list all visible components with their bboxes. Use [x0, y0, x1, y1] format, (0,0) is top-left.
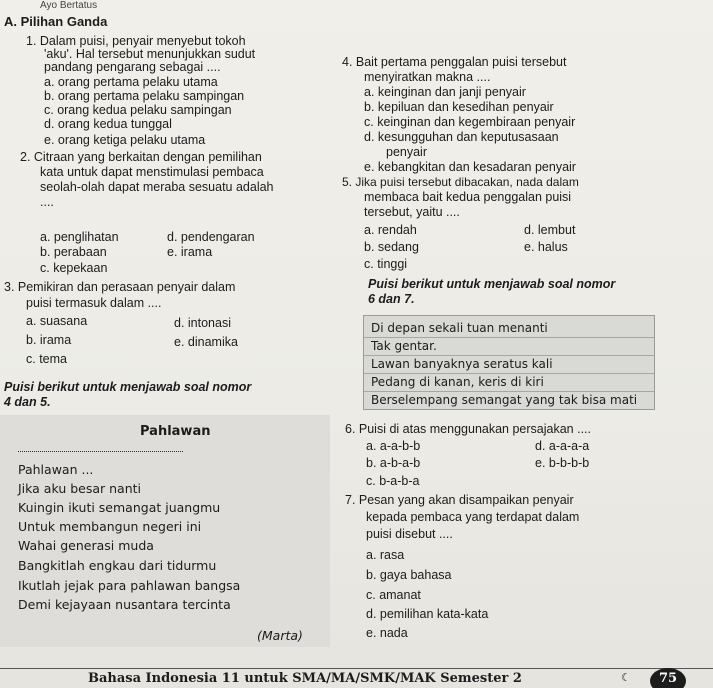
- q7-stem-line-3: puisi disebut ....: [366, 527, 453, 541]
- q4-option-b: b. kepiluan dan kesedihan penyair: [364, 100, 554, 114]
- q7-option-e: e. nada: [366, 626, 408, 640]
- poem-pahlawan-panel: [0, 415, 330, 647]
- q7-option-c: c. amanat: [366, 588, 421, 602]
- q5-stem-line-3: tersebut, yaitu ....: [364, 205, 460, 219]
- q2-option-b: b. perabaan: [40, 245, 107, 259]
- q5-option-c: c. tinggi: [364, 257, 408, 271]
- q7-option-a: a. rasa: [366, 548, 405, 562]
- q3-option-e: e. dinamika: [174, 335, 238, 349]
- q2-stem-line-1: 2. Citraan yang berkaitan dengan pemilihan: [20, 150, 262, 164]
- instruction-4-5-line-2: 4 dan 5.: [4, 395, 51, 409]
- q1-option-c: c. orang kedua pelaku sampingan: [44, 103, 232, 117]
- q5-option-d: d. lembut: [524, 223, 576, 237]
- box-poem-line-4: Pedang di kanan, keris di kiri: [371, 375, 544, 389]
- q6-option-d: d. a-a-a-a: [535, 439, 590, 453]
- q7-option-d: d. pemilihan kata-kata: [366, 607, 489, 621]
- q5-stem-line-2: membaca bait kedua penggalan puisi: [364, 190, 572, 204]
- box-poem-line-3: Lawan banyaknya seratus kali: [371, 357, 553, 371]
- q3-option-c: c. tema: [26, 352, 67, 366]
- q2-stem-line-3: seolah-olah dapat meraba sesuatu adalah: [40, 180, 274, 194]
- poem-line-5: Wahai generasi muda: [18, 538, 154, 553]
- q6-option-b: b. a-b-a-b: [366, 456, 421, 470]
- crescent-icon: ☾: [621, 672, 631, 684]
- poem-line-7: Ikutlah jejak para pahlawan bangsa: [18, 578, 241, 593]
- q3-stem-line-1: 3. Pemikiran dan perasaan penyair dalam: [4, 280, 236, 294]
- q5-stem-line-1: 5. Jika puisi tersebut dibacakan, nada dalam: [342, 175, 579, 189]
- q7-option-b: b. gaya bahasa: [366, 568, 452, 582]
- q1-option-a: a. orang pertama pelaku utama: [44, 75, 218, 89]
- boxed-poem: [363, 315, 655, 410]
- q6-option-c: c. b-a-b-a: [366, 474, 420, 488]
- q1-option-d: d. orang kedua tunggal: [44, 117, 172, 131]
- q5-option-e: e. halus: [524, 240, 568, 254]
- q2-option-a: a. penglihatan: [40, 230, 119, 244]
- header-fragment: Ayo Bertatus: [40, 0, 98, 11]
- poem-line-1: Pahlawan ...: [18, 462, 94, 477]
- q3-option-d: d. intonasi: [174, 316, 231, 330]
- box-poem-line-2: Tak gentar.: [371, 339, 437, 353]
- q1-stem-line-3: pandang pengarang sebagai ....: [44, 60, 221, 74]
- q1-option-b: b. orang pertama pelaku sampingan: [44, 89, 245, 103]
- box-poem-line-5: Berselempang semangat yang tak bisa mati: [371, 393, 638, 407]
- q2-option-c: c. kepekaan: [40, 261, 108, 275]
- q3-stem-line-2: puisi termasuk dalam ....: [26, 296, 162, 310]
- q2-option-d: d. pendengaran: [167, 230, 255, 244]
- q6-stem: 6. Puisi di atas menggunakan persajakan ....: [345, 422, 591, 436]
- poem-line-4: Untuk membangun negeri ini: [18, 519, 202, 534]
- q4-option-d: d. kesungguhan dan keputusasaan: [364, 130, 559, 144]
- q6-option-a: a. a-a-b-b: [366, 439, 421, 453]
- footer-text: Bahasa Indonesia 11 untuk SMA/MA/SMK/MAK Semester 2: [88, 671, 522, 686]
- q5-option-b: b. sedang: [364, 240, 419, 254]
- poem-line-6: Bangkitlah engkau dari tidurmu: [18, 558, 217, 573]
- poem-title: Pahlawan: [140, 424, 211, 439]
- q4-stem-line-2: menyiratkan makna ....: [364, 70, 491, 84]
- instruction-4-5-line-1: Puisi berikut untuk menjawab soal nomor: [4, 380, 252, 394]
- poem-author: (Marta): [257, 628, 303, 643]
- poem-line-3: Kuingin ikuti semangat juangmu: [18, 500, 221, 515]
- poem-title-divider: [18, 451, 183, 452]
- q4-option-d-cont: penyair: [386, 145, 427, 159]
- q4-stem-line-1: 4. Bait pertama penggalan puisi tersebut: [342, 55, 567, 69]
- q2-stem-line-2: kata untuk dapat menstimulasi pembaca: [40, 165, 264, 179]
- section-title: A. Pilihan Ganda: [4, 14, 108, 29]
- instruction-6-7-line-1: Puisi berikut untuk menjawab soal nomor: [368, 277, 616, 291]
- q3-option-a: a. suasana: [26, 314, 88, 328]
- q1-stem-line-1: 1. Dalam puisi, penyair menyebut tokoh: [26, 34, 246, 48]
- poem-line-2: Jika aku besar nanti: [18, 481, 142, 496]
- page-number: 75: [650, 668, 686, 688]
- instruction-6-7-line-2: 6 dan 7.: [368, 292, 415, 306]
- poem-line-8: Demi kejayaan nusantara tercinta: [18, 597, 231, 612]
- q1-stem-line-2: 'aku'. Hal tersebut menunjukkan sudut: [44, 47, 256, 61]
- q6-option-e: e. b-b-b-b: [535, 456, 590, 470]
- q4-option-a: a. keinginan dan janji penyair: [364, 85, 526, 99]
- q1-option-e: e. orang ketiga pelaku utama: [44, 133, 206, 147]
- q7-stem-line-1: 7. Pesan yang akan disampaikan penyair: [345, 493, 574, 507]
- q3-option-b: b. irama: [26, 333, 72, 347]
- q7-stem-line-2: kepada pembaca yang terdapat dalam: [366, 510, 580, 524]
- q2-option-e: e. irama: [167, 245, 213, 259]
- q4-option-c: c. keinginan dan kegembiraan penyair: [364, 115, 576, 129]
- page-footer: [0, 667, 713, 688]
- q5-option-a: a. rendah: [364, 223, 417, 237]
- q2-stem-line-4: ....: [40, 195, 54, 209]
- footer-rule: [0, 668, 713, 669]
- q4-option-e: e. kebangkitan dan kesadaran penyair: [364, 160, 576, 174]
- box-poem-line-1: Di depan sekali tuan menanti: [371, 321, 548, 335]
